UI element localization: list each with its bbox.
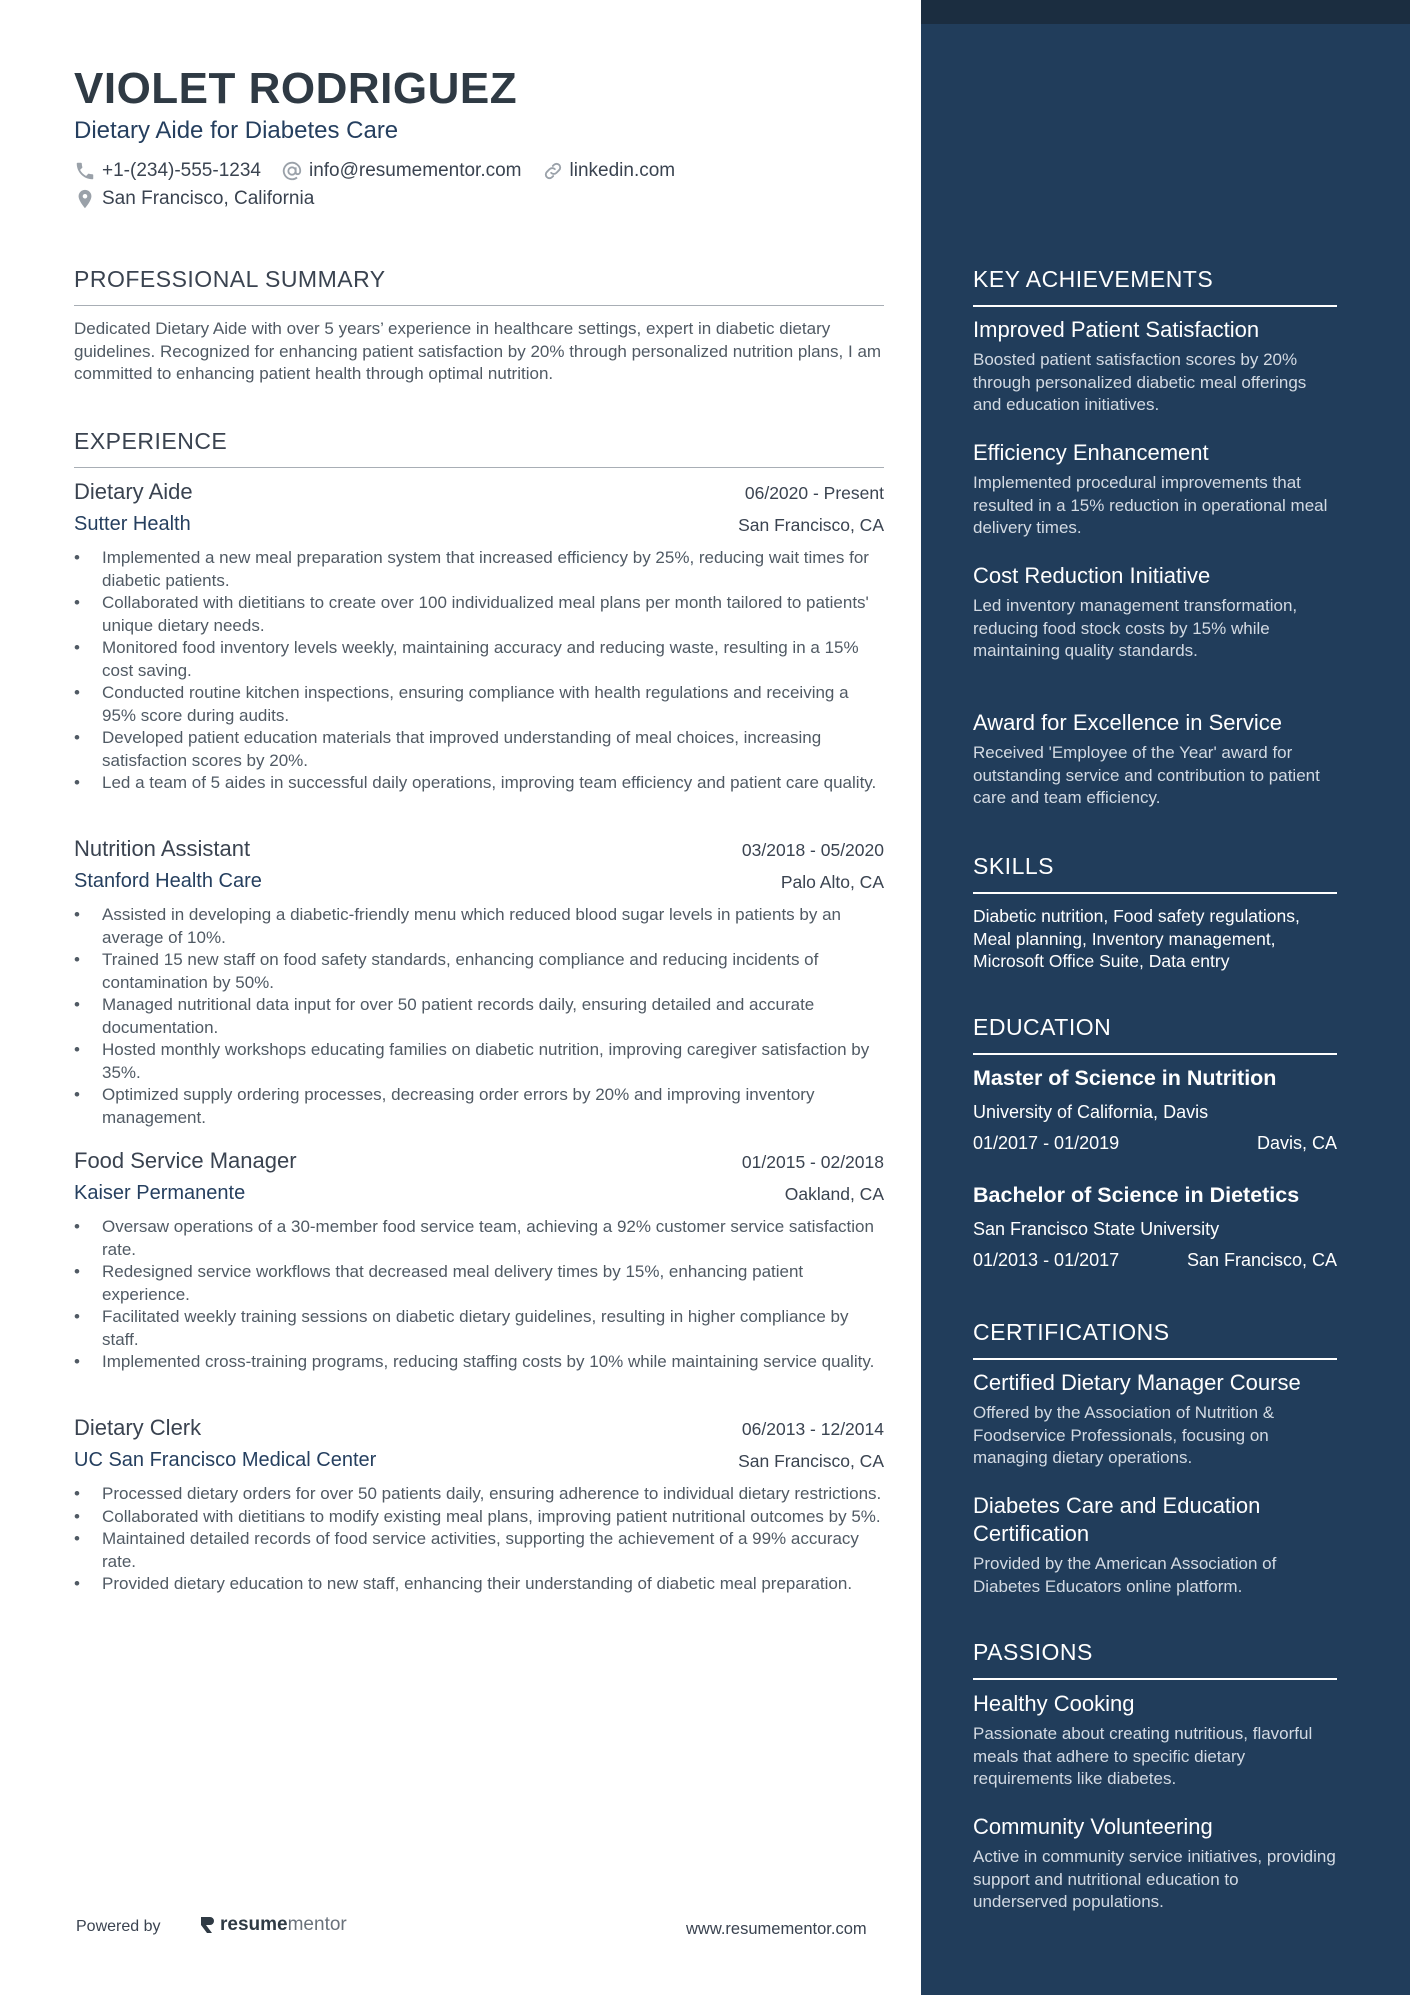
powered-by-label: Powered by xyxy=(76,1918,161,1935)
passion-desc: Active in community service initiatives, providing support and nutritional education to underserved populations. xyxy=(973,1847,1336,1911)
achievement-title: Cost Reduction Initiative xyxy=(973,563,1211,588)
resumementor-logo-icon xyxy=(198,1915,216,1935)
achievement-item xyxy=(973,439,1337,540)
skills-list: Diabetic nutrition, Food safety regulations, Meal planning, Inventory management, Microsoft Office Suite, Data entry xyxy=(973,906,1300,971)
bullet-item: • Provided dietary education to new staff, enhancing their understanding of diabetic meal preparation. xyxy=(74,1573,884,1596)
contact-phone xyxy=(74,160,261,182)
passion-item xyxy=(973,1813,1337,1914)
contact-row xyxy=(74,160,695,182)
candidate-role: Dietary Aide for Diabetes Care xyxy=(74,117,399,144)
achievement-title: Improved Patient Satisfaction xyxy=(973,317,1260,342)
passions-divider xyxy=(973,1678,1337,1680)
skills-divider xyxy=(973,892,1337,894)
education-item xyxy=(973,1064,1337,1159)
education-school: San Francisco State University xyxy=(973,1219,1220,1239)
job-entry xyxy=(74,1415,884,1596)
achievements-divider xyxy=(973,305,1337,307)
job-location: Palo Alto, CA xyxy=(780,872,884,892)
certification-desc: Offered by the Association of Nutrition & Foodservice Professionals, focusing on managing dietary operations. xyxy=(973,1403,1275,1467)
achievement-item xyxy=(973,562,1337,663)
certifications-heading: CERTIFICATIONS xyxy=(973,1319,1170,1345)
certification-item xyxy=(973,1492,1337,1598)
achievements-heading: KEY ACHIEVEMENTS xyxy=(973,266,1214,292)
summary-text: Dedicated Dietary Aide with over 5 years’ experience in healthcare settings, expert in diabetic dietary guidelines. Recognized for enhancing patient satisfaction by 20% through personalized nutrition plans, I am committed to enhancing patient health through optimal nutrition. xyxy=(74,319,882,383)
passion-desc: Passionate about creating nutritious, flavorful meals that adhere to specific dietary requirements like diabetes. xyxy=(973,1724,1313,1788)
bullet-item: • Collaborated with dietitians to modify existing meal plans, improving patient nutritional outcomes by 5%. xyxy=(74,1506,884,1529)
email-link[interactable]: info@resumementor.com xyxy=(308,160,522,181)
certification-desc: Provided by the American Association of Diabetes Educators online platform. xyxy=(973,1554,1277,1596)
education-item xyxy=(973,1181,1337,1276)
bullet-item: • Led a team of 5 aides in successful daily operations, improving team efficiency and patient care quality. xyxy=(74,772,884,795)
education-location: San Francisco, CA xyxy=(1186,1250,1337,1270)
job-dates: 01/2015 - 02/2018 xyxy=(741,1152,884,1172)
skills-heading: SKILLS xyxy=(973,853,1054,879)
bullet-item: • Processed dietary orders for over 50 patients daily, ensuring adherence to individual dietary restrictions. xyxy=(74,1483,884,1506)
contact-linkedin[interactable] xyxy=(542,160,676,182)
bullet-item: • Managed nutritional data input for over 50 patient records daily, ensuring detailed and accurate documentation. xyxy=(74,994,884,1039)
bullet-item: • Implemented a new meal preparation system that increased efficiency by 25%, reducing wait times for diabetic patients. xyxy=(74,547,884,592)
job-bullets xyxy=(74,547,884,795)
contact-email[interactable] xyxy=(281,160,522,182)
job-title: Dietary Clerk xyxy=(74,1415,202,1440)
passions-heading: PASSIONS xyxy=(973,1639,1093,1665)
job-title: Food Service Manager xyxy=(74,1148,297,1173)
achievement-desc: Implemented procedural improvements that resulted in a 15% reduction in operational meal delivery times. xyxy=(973,473,1328,537)
job-bullets xyxy=(74,1216,884,1374)
contact-row-location xyxy=(74,188,334,210)
achievement-item xyxy=(973,709,1337,810)
phone-text: +1-(234)-555-1234 xyxy=(102,160,261,181)
passion-title: Community Volunteering xyxy=(973,1814,1213,1839)
experience-divider xyxy=(74,467,884,468)
education-school: University of California, Davis xyxy=(973,1102,1209,1122)
job-bullets xyxy=(74,1483,884,1596)
bullet-item: • Implemented cross-training programs, reducing staffing costs by 10% while maintaining service quality. xyxy=(74,1351,884,1374)
location-pin-icon xyxy=(74,188,96,210)
logo-text-light: mentor xyxy=(287,1914,347,1935)
job-location: Oakland, CA xyxy=(784,1184,884,1204)
job-dates: 06/2013 - 12/2014 xyxy=(741,1419,884,1439)
job-bullets xyxy=(74,904,884,1129)
sidebar-top-strip xyxy=(921,0,1410,24)
job-title: Nutrition Assistant xyxy=(74,836,251,861)
passion-item xyxy=(973,1690,1337,1791)
achievement-title: Award for Excellence in Service xyxy=(973,710,1282,735)
footer-url-link[interactable]: www.resumementor.com xyxy=(686,1920,867,1938)
bullet-item: • Optimized supply ordering processes, decreasing order errors by 20% and improving inventory management. xyxy=(74,1084,884,1129)
phone-icon xyxy=(74,160,96,182)
job-location: San Francisco, CA xyxy=(738,515,884,535)
at-sign-icon xyxy=(281,160,303,182)
job-company: Sutter Health xyxy=(74,513,191,535)
candidate-name: VIOLET RODRIGUEZ xyxy=(74,64,518,113)
bullet-item: • Conducted routine kitchen inspections, ensuring compliance with health regulations and receiving a 95% score during audits. xyxy=(74,682,884,727)
job-dates: 06/2020 - Present xyxy=(744,483,884,503)
job-title: Dietary Aide xyxy=(74,479,193,504)
job-company: UC San Francisco Medical Center xyxy=(74,1449,377,1471)
education-dates: 01/2017 - 01/2019 xyxy=(973,1133,1120,1153)
job-entry xyxy=(74,479,884,795)
summary-divider xyxy=(74,305,884,306)
resumementor-logo[interactable] xyxy=(198,1914,347,1936)
job-entry xyxy=(74,1148,884,1374)
education-degree: Master of Science in Nutrition xyxy=(973,1066,1277,1090)
experience-heading: EXPERIENCE xyxy=(74,428,228,454)
bullet-item: • Developed patient education materials that improved understanding of meal choices, increasing satisfaction scores by 20%. xyxy=(74,727,884,772)
link-icon xyxy=(542,160,564,182)
certification-title: Diabetes Care and Education Certification xyxy=(973,1493,1261,1546)
certification-item xyxy=(973,1369,1337,1470)
bullet-item: • Oversaw operations of a 30-member food service team, achieving a 92% customer service satisfaction rate. xyxy=(74,1216,884,1261)
logo-text-bold: resume xyxy=(220,1914,288,1935)
education-divider xyxy=(973,1053,1337,1055)
linkedin-link[interactable]: linkedin.com xyxy=(569,160,676,181)
bullet-item: • Collaborated with dietitians to create over 100 individualized meal plans per month tailored to patients' unique dietary needs. xyxy=(74,592,884,637)
bullet-item: • Monitored food inventory levels weekly, maintaining accuracy and reducing waste, resulting in a 15% cost saving. xyxy=(74,637,884,682)
bullet-item: • Hosted monthly workshops educating families on diabetic nutrition, improving caregiver satisfaction by 35%. xyxy=(74,1039,884,1084)
education-degree: Bachelor of Science in Dietetics xyxy=(973,1183,1300,1207)
bullet-item: • Facilitated weekly training sessions on diabetic dietary guidelines, resulting in higher compliance by staff. xyxy=(74,1306,884,1351)
education-location: Davis, CA xyxy=(1256,1133,1337,1153)
achievement-desc: Boosted patient satisfaction scores by 20% through personalized diabetic meal offerings and education initiatives. xyxy=(973,350,1307,414)
achievement-desc: Received 'Employee of the Year' award for outstanding service and contribution to patient care and team efficiency. xyxy=(973,743,1320,807)
bullet-item: • Assisted in developing a diabetic-friendly menu which reduced blood sugar levels in patients by an average of 10%. xyxy=(74,904,884,949)
job-company: Kaiser Permanente xyxy=(74,1182,246,1204)
contact-location xyxy=(74,188,314,210)
job-company: Stanford Health Care xyxy=(74,870,262,892)
job-dates: 03/2018 - 05/2020 xyxy=(741,840,884,860)
achievement-desc: Led inventory management transformation, reducing food stock costs by 15% while maintaining quality standards. xyxy=(973,596,1298,660)
achievement-item xyxy=(973,316,1337,417)
education-heading: EDUCATION xyxy=(973,1014,1112,1040)
bullet-item: • Maintained detailed records of food service activities, supporting the achievement of a 99% accuracy rate. xyxy=(74,1528,884,1573)
job-entry xyxy=(74,836,884,1129)
bullet-item: • Trained 15 new staff on food safety standards, enhancing compliance and reducing incidents of contamination by 50%. xyxy=(74,949,884,994)
certification-title: Certified Dietary Manager Course xyxy=(973,1370,1301,1395)
education-dates: 01/2013 - 01/2017 xyxy=(973,1250,1120,1270)
bullet-item: • Redesigned service workflows that decreased meal delivery times by 15%, enhancing patient experience. xyxy=(74,1261,884,1306)
job-location: San Francisco, CA xyxy=(738,1451,884,1471)
summary-heading: PROFESSIONAL SUMMARY xyxy=(74,266,386,292)
location-text: San Francisco, California xyxy=(102,188,315,209)
achievement-title: Efficiency Enhancement xyxy=(973,440,1209,465)
passion-title: Healthy Cooking xyxy=(973,1691,1135,1716)
certifications-divider xyxy=(973,1358,1337,1360)
